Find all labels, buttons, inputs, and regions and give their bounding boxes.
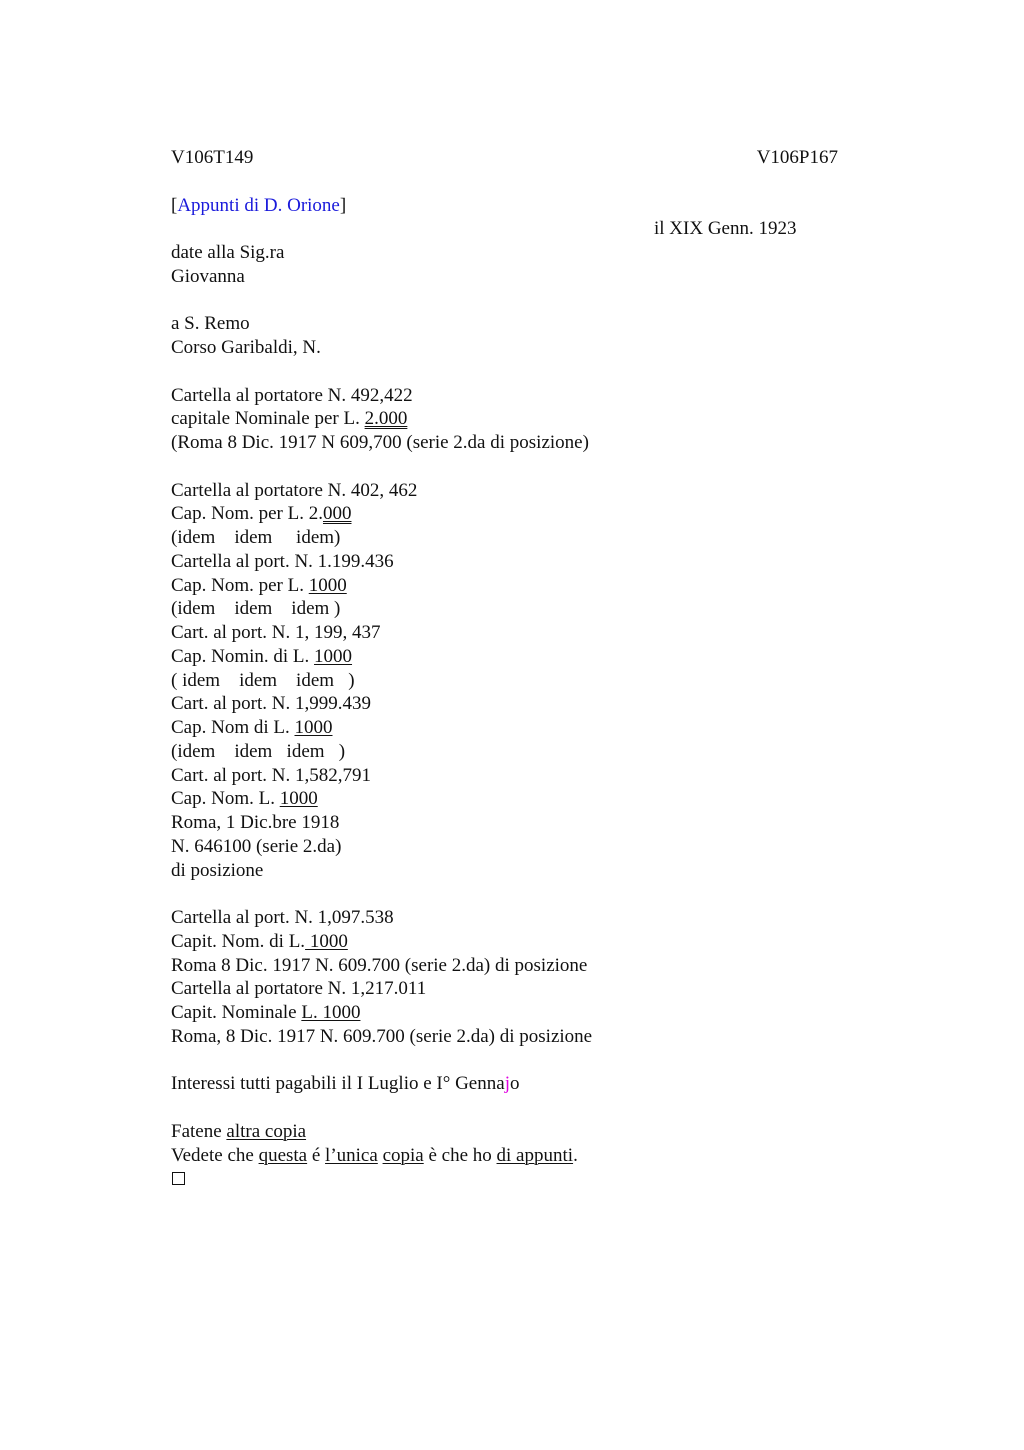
underlined-text: altra copia [226,1121,307,1142]
underlined-amount: 1000 [314,646,353,667]
text-line: (Roma 8 Dic. 1917 N 609,700 (serie 2.da di posizione) [171,432,589,453]
text-line [171,717,333,739]
underlined-text: di appunti [496,1145,574,1166]
text-span: è che ho [423,1145,497,1166]
text-line: Cartella al portatore N. 402, 462 [171,480,418,501]
text-line [171,575,347,597]
text-line: Roma 8 Dic. 1917 N. 609.700 (serie 2.da) di posizione [171,955,588,976]
bracket-open: [ [171,195,178,216]
text-line [171,788,318,810]
text-line: N. 646100 (serie 2.da) [171,836,342,857]
text-line: (idem idem idem ) [171,741,346,762]
underlined-amount: 1000 [305,931,348,952]
text-span: capitale Nominale per L. [171,408,365,429]
text-line: Cart. al port. N. 1,582,791 [171,765,372,786]
recipient-line: Giovanna [171,266,245,287]
text-line: Cart. al port. N. 1,999.439 [171,693,372,714]
underlined-amount: 000 [322,503,352,524]
text-span: Capit. Nominale [171,1002,302,1023]
underlined-amount: 1000 [294,717,333,738]
text-span: Cap. Nom. L. [171,788,280,809]
text-span: é [307,1145,326,1166]
highlighted-letter: j [504,1073,510,1094]
text-line [171,1121,306,1143]
underlined-amount: 1000 [308,575,347,596]
note-title: Appunti di D. Orione [177,195,340,216]
text-span: . [573,1145,578,1166]
underlined-text: l’unica [325,1145,378,1166]
text-span: o [509,1073,520,1094]
recipient-line: a S. Remo [171,313,250,334]
text-line: Cart. al port. N. 1, 199, 437 [171,622,381,643]
text-line: ( idem idem idem ) [171,670,355,691]
text-line [171,1002,360,1024]
text-span: Cap. Nom di L. [171,717,295,738]
text-line [171,503,351,525]
text-line: Cartella al portatore N. 492,422 [171,385,413,406]
text-span: Fatene [171,1121,227,1142]
text-line: Cartella al port. N. 1,097.538 [171,907,394,928]
text-line: (idem idem idem) [171,527,341,548]
interest-line [171,1073,519,1095]
bracket-close: ] [339,195,347,216]
text-line [171,931,348,953]
text-span: Capit. Nom. di L. [171,931,306,952]
text-line: Cartella al portatore N. 1,217.011 [171,978,427,999]
text-line [171,408,407,430]
text-span: Vedete che [171,1145,259,1166]
underlined-amount: L. 1000 [301,1002,361,1023]
letter-date: il XIX Genn. 1923 [654,218,797,239]
underlined-text: copia [382,1145,424,1166]
text-line: di posizione [171,860,264,881]
text-line: Cartella al port. N. 1.199.436 [171,551,394,572]
text-line: Roma, 1 Dic.bre 1918 [171,812,340,833]
text-line: Roma, 8 Dic. 1917 N. 609.700 (serie 2.da) di posizione [171,1026,593,1047]
recipient-line: Corso Garibaldi, N. [171,337,321,358]
text-span: Cap. Nom. per L. 2. [171,503,323,524]
text-line: (idem idem idem ) [171,598,341,619]
underlined-amount: 1000 [279,788,318,809]
note-title-line [171,195,346,217]
text-span: Cap. Nom. per L. [171,575,309,596]
right-page-code: V106P167 [756,147,838,168]
text-span: Interessi tutti pagabili il I Luglio e I° Genna [171,1073,505,1094]
recipient-line: date alla Sig.ra [171,242,285,263]
text-span: Cap. Nomin. di L. [171,646,315,667]
underlined-text: questa [258,1145,308,1166]
underlined-amount: 2.000 [364,408,408,429]
end-square-icon [172,1172,185,1185]
text-line [171,1145,578,1167]
left-page-code: V106T149 [171,147,254,168]
text-line [171,646,352,668]
